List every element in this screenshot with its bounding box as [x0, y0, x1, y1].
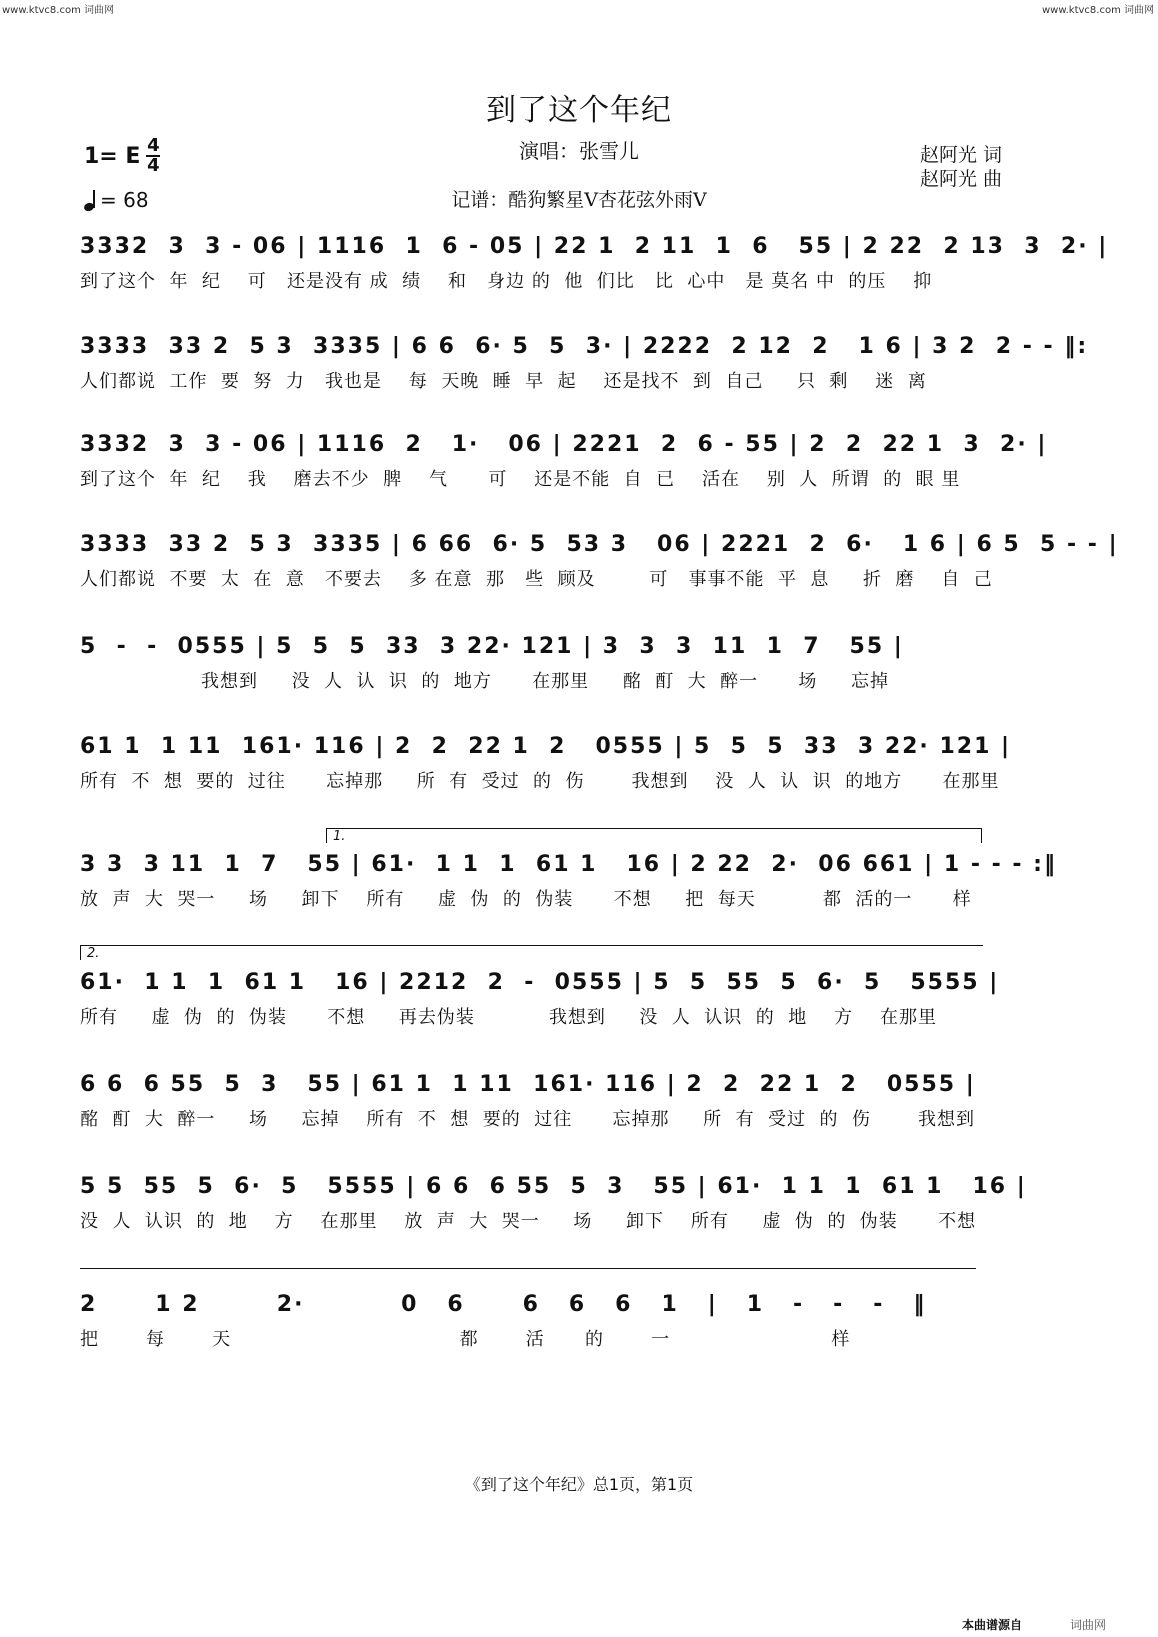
lyrics-line: 人们都说 不要 太 在 意 不要去 多 在意 那 些 顾及 可 事事不能 平 息 折 磨 自 己	[80, 569, 993, 590]
site-watermark-left: www.ktvc8.com 词曲网	[2, 5, 115, 16]
lyrics-line: 到了这个 年 纪 可 还是没有 成 绩 和 身边 的 他 们比 比 心中 是 莫名 中 的压 抑	[80, 271, 933, 292]
lyrics-line: 放 声 大 哭一 场 卸下 所有 虚 伪 的 伪装 不想 把 每天 都 活的一 样	[80, 889, 972, 910]
system-5	[80, 630, 980, 696]
system-9	[80, 1068, 980, 1134]
notation-line: 6 6 6 55 5 3 55 | 61 1 1 11 161· 116 | 2 2 22 1 2 0555 |	[80, 1072, 976, 1097]
lyrics-line: 所有 不 想 要的 过往 忘掉那 所 有 受过 的 伤 我想到 没 人 认 识 的地方 在那里	[80, 771, 1000, 792]
notation-line: 61 1 1 11 161· 116 | 2 2 22 1 2 0555 | 5 5 5 33 3 22· 121 |	[80, 734, 1012, 759]
notation-line: 3333 33 2 5 3 3335 | 6 6 6· 5 5 3· | 2222 2 12 2 1 6 | 3 2 2 - - ‖:	[80, 334, 1089, 359]
tempo-value: = 68	[100, 188, 149, 212]
system-7	[80, 848, 1057, 914]
system-11	[80, 1288, 980, 1354]
singer: 演唱：张雪儿	[519, 139, 639, 163]
system-1	[80, 230, 1109, 296]
lyricist: 赵阿光 词	[920, 144, 1003, 166]
system-2	[80, 330, 1089, 396]
notation-line: 2 1 2 2· 0 6 6 6 6 1 | 1 - - - ‖	[80, 1292, 927, 1317]
system-4	[80, 528, 1119, 594]
system-3	[80, 428, 1048, 494]
system-10	[80, 1170, 1027, 1236]
lyrics-line: 人们都说 工作 要 努 力 我也是 每 天晚 睡 早 起 还是找不 到 自己 只 剩 迷 离	[80, 371, 927, 392]
lyrics-line: 没 人 认识 的 地 方 在那里 放 声 大 哭一 场 卸下 所有 虚 伪 的 伪装 不想	[80, 1211, 977, 1232]
coda-line	[80, 1268, 976, 1269]
volta-second: 2.	[80, 945, 983, 960]
notation-line: 3 3 3 11 1 7 55 | 61· 1 1 1 61 1 16 | 2 22 2· 06 661 | 1 - - - :‖	[80, 852, 1057, 877]
time-top: 4	[147, 135, 160, 156]
system-8	[80, 966, 1000, 1032]
notation-line: 61· 1 1 1 61 1 16 | 2212 2 - 0555 | 5 5 55 5 6· 5 5555 |	[80, 970, 1000, 995]
source-label: 本曲谱源自	[962, 1618, 1023, 1632]
notation-line: 3332 3 3 - 06 | 1116 1 6 - 05 | 22 1 2 11 1 6 55 | 2 22 2 13 3 2· |	[80, 234, 1109, 259]
site-watermark-right: www.ktvc8.com 词曲网	[1041, 5, 1154, 16]
notation-line: 3332 3 3 - 06 | 1116 2 1· 06 | 2221 2 6 - 55 | 2 2 22 1 3 2· |	[80, 432, 1048, 457]
transcriber: 记谱：酷狗繁星V杏花弦外雨V	[451, 189, 707, 211]
brand-label: 词曲网	[1070, 1618, 1107, 1632]
time-bottom: 4	[147, 155, 160, 176]
lyrics-line: 酩 酊 大 醉一 场 忘掉 所有 不 想 要的 过往 忘掉那 所 有 受过 的 伤 我想到	[80, 1109, 975, 1130]
volta-first: 1.	[326, 828, 982, 843]
key-label: 1= E	[84, 143, 141, 169]
system-6	[80, 730, 1012, 796]
notation-line: 5 5 55 5 6· 5 5555 | 6 6 6 55 5 3 55 | 61· 1 1 1 61 1 16 |	[80, 1174, 1027, 1199]
lyrics-line: 到了这个 年 纪 我 磨去不少 脾 气 可 还是不能 自 已 活在 别 人 所谓 的 眼 里	[80, 469, 961, 490]
lyrics-line: 所有 虚 伪 的 伪装 不想 再去伪装 我想到 没 人 认识 的 地 方 在那里	[80, 1007, 937, 1028]
song-title: 到了这个年纪	[486, 93, 672, 128]
lyrics-line: 把 每 天 都 活 的 一 样	[80, 1329, 851, 1350]
lyrics-line: 我想到 没 人 认 识 的 地方 在那里 酩 酊 大 醉一 场 忘掉	[80, 671, 890, 692]
notation-line: 5 - - 0555 | 5 5 5 33 3 22· 121 | 3 3 3 11 1 7 55 |	[80, 634, 904, 659]
page-info: 《到了这个年纪》总1页，第1页	[464, 1475, 694, 1494]
composer: 赵阿光 曲	[920, 168, 1003, 190]
notation-line: 3333 33 2 5 3 3335 | 6 66 6· 5 53 3 06 | 2221 2 6· 1 6 | 6 5 5 - - |	[80, 532, 1119, 557]
